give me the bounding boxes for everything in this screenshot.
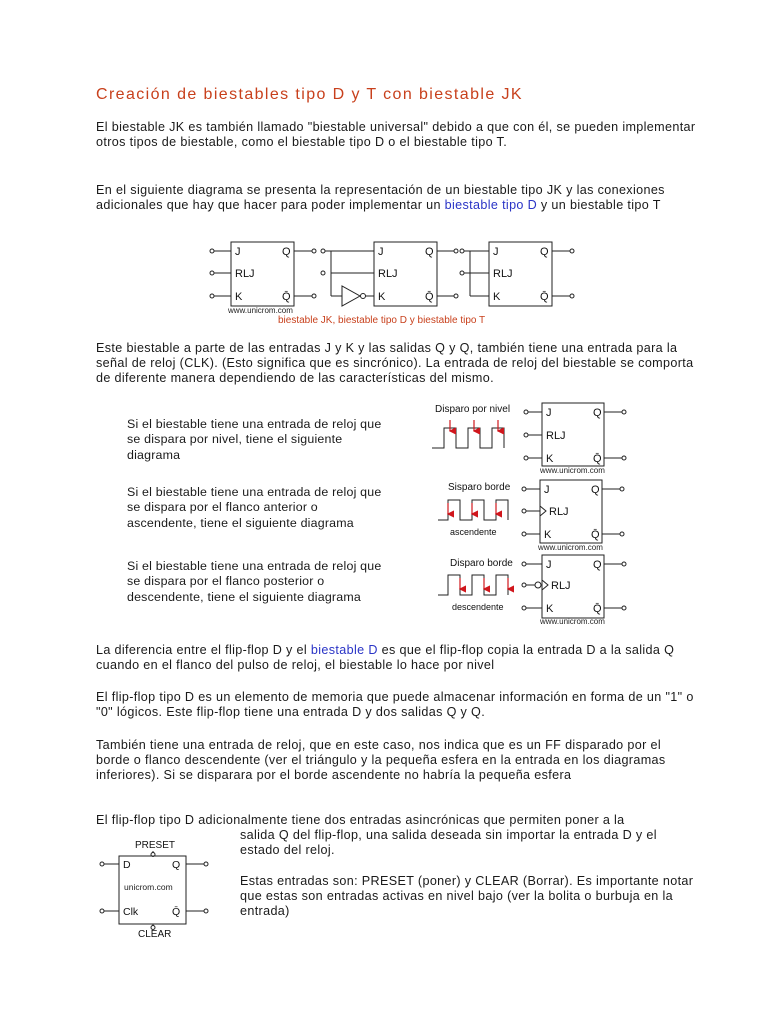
fig1-caption: biestable JK, biestable tipo D y biestable tipo T: [278, 315, 486, 326]
rising-pin-j: J: [544, 484, 550, 496]
fig3-pin-j: J: [493, 246, 499, 258]
falling-pin-rlj: RLJ: [551, 580, 571, 592]
falling-pin-k: K: [546, 603, 554, 615]
dff-pin-clk: Clk: [123, 906, 139, 918]
clear-label: CLEAR: [138, 929, 172, 940]
level-trigger-label: Disparo por nivel: [435, 404, 511, 415]
rising-pin-qbar: Q̄: [591, 529, 600, 541]
biestable-d-link[interactable]: biestable D: [310, 643, 378, 657]
fig1-pin-q: Q: [282, 246, 291, 258]
rising-watermark: www.unicrom.com: [538, 543, 603, 552]
rising-pin-k: K: [544, 529, 552, 541]
fig2-pin-j: J: [378, 246, 384, 258]
fig1-pin-qbar: Q̄: [282, 291, 291, 303]
falling-sublabel: descendente: [452, 602, 504, 612]
falling-pin-qbar: Q̄: [593, 603, 602, 615]
trigger-rising-text: Si el biestable tiene una entrada de reloj que se dispara por el flanco anterior o ascendente, tiene el siguiente diagrama: [127, 485, 382, 530]
level-clock-wave: [432, 428, 504, 448]
falling-clock-wave: [438, 575, 508, 595]
preset-label: PRESET: [135, 840, 176, 851]
clock-paragraph: Este biestable a parte de las entradas J y K y las salidas Q y Q, también tiene una entrada para la señal de reloj (CLK). (Esto significa que es sincrónico). La entrada de reloj del biestable se comporta de diferente manera dependiendo de las características del mismo.: [96, 341, 694, 386]
level-pin-j: J: [546, 407, 552, 419]
level-pin-rlj: RLJ: [546, 430, 566, 442]
memory-paragraph: El flip-flop tipo D es un elemento de memoria que puede almacenar información en forma de un "1" o "0" lógicos. Este flip-flop tiene una entrada D y dos salidas Q y Q.: [96, 690, 694, 720]
fig2-pin-k: K: [378, 291, 386, 303]
intro-paragraph: El biestable JK es también llamado "biestable universal" debido a que con él, se pueden implementar otros tipos de biestable, como el biestable tipo D o el biestable tipo T.: [96, 120, 696, 150]
falling-pin-q: Q: [593, 559, 602, 571]
falling-watermark: www.unicrom.com: [540, 617, 605, 625]
fig1-pin-j: J: [235, 246, 241, 258]
falling-pin-j: J: [546, 559, 552, 571]
async-inputs-line: El flip-flop tipo D adicionalmente tiene dos entradas asincrónicas que permiten poner a la: [96, 813, 625, 827]
difference-paragraph: [96, 643, 696, 673]
difference-text: La diferencia entre el flip-flop D y el: [96, 643, 311, 657]
dff-pin-qbar: Q̄: [172, 906, 181, 918]
fig2-pin-rlj: RLJ: [378, 268, 398, 280]
async-inputs-rest: salida Q del flip-flop, una salida deseada sin importar la entrada D y el estado del reloj.: [240, 828, 657, 858]
dff-pin-d: D: [123, 859, 131, 871]
difference-tail: es que el flip-flop copia la entrada D a la salida Q cuando en el flanco del pulso de reloj, el biestable lo hace por nivel: [96, 643, 675, 673]
rising-pin-q: Q: [591, 484, 600, 496]
diagram-intro-tail: y un biestable tipo T: [537, 198, 661, 213]
dff-pin-q: Q: [172, 859, 181, 871]
level-pin-k: K: [546, 453, 554, 465]
rising-sublabel: ascendente: [450, 527, 497, 537]
fig2-pin-qbar: Q̄: [425, 291, 434, 303]
rising-pin-rlj: RLJ: [549, 506, 569, 518]
diagram-intro-paragraph: [96, 183, 696, 213]
fig1-pin-k: K: [235, 291, 243, 303]
fig3-pin-rlj: RLJ: [493, 268, 513, 280]
level-pin-q: Q: [593, 407, 602, 419]
fig1-pin-rlj: RLJ: [235, 268, 255, 280]
jk-d-t-figure: [200, 236, 590, 328]
level-pin-qbar: Q̄: [593, 453, 602, 465]
level-watermark: www.unicrom.com: [540, 466, 605, 475]
fig3-pin-k: K: [493, 291, 501, 303]
preset-clear-paragraph: Estas entradas son: PRESET (poner) y CLEAR (Borrar). Es importante notar que estas son entradas activas en nivel bajo (ver la bolita o burbuja en la entrada): [240, 874, 694, 919]
trigger-falling-text: Si el biestable tiene una entrada de reloj que se dispara por el flanco posterior o descendente, tiene el siguiente diagrama: [127, 559, 382, 604]
clock-input-paragraph: También tiene una entrada de reloj, que en este caso, nos indica que es un FF disparado por el borde o flanco descendente (ver el triángulo y la pequeña esfera en la entrada en los diagramas inferiores). Si se disparara por el borde ascendente no habría la pequeña esfera: [96, 738, 666, 783]
rising-trigger-label: Sisparo borde: [448, 482, 511, 493]
diagram-intro-text: En el siguiente diagrama se presenta la representación de un biestable tipo JK y las conexiones adicionales que hay que hacer para poder implementar un: [96, 183, 665, 213]
fig3-pin-q: Q: [540, 246, 549, 258]
fig1-watermark: www.unicrom.com: [228, 306, 293, 315]
fig2-pin-q: Q: [425, 246, 434, 258]
falling-trigger-label: Disparo borde: [450, 558, 513, 569]
dff-watermark: unicrom.com: [124, 882, 173, 892]
clock-trigger-figures: [428, 400, 638, 625]
biestable-tipo-d-link[interactable]: biestable tipo D: [444, 198, 538, 213]
trigger-level-text: Si el biestable tiene una entrada de reloj que se dispara por nivel, tiene el siguiente diagrama: [127, 417, 382, 462]
page-title: Creación de biestables tipo D y T con biestable JK: [96, 86, 523, 103]
fig3-pin-qbar: Q̄: [540, 291, 549, 303]
d-flipflop-figure: [96, 836, 226, 940]
